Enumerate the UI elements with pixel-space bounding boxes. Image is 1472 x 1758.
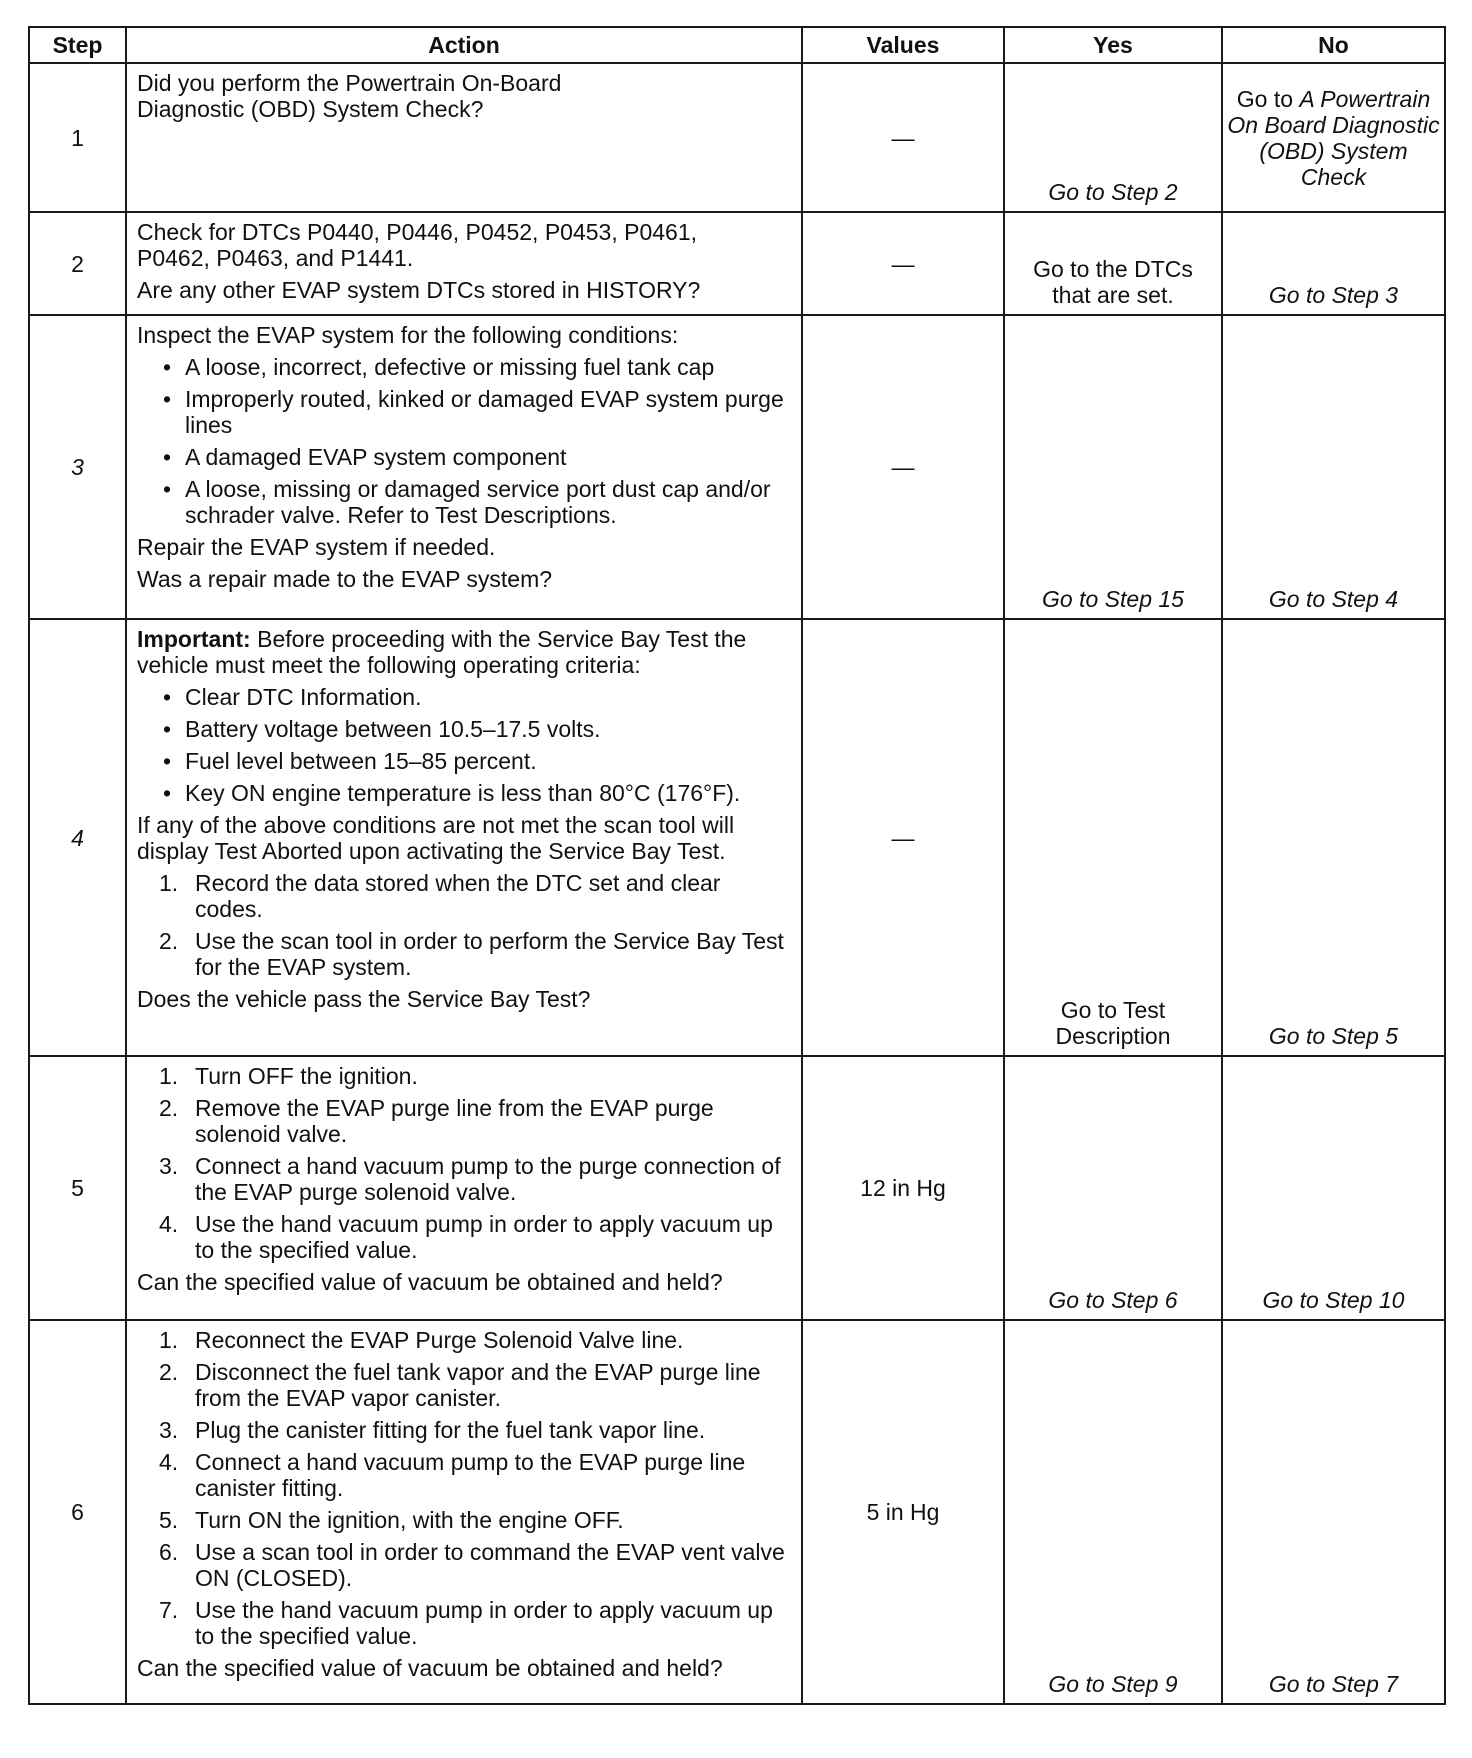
step-text: Remove the EVAP purge line from the EVAP purge solenoid valve.	[195, 1095, 714, 1147]
step-text: Use a scan tool in order to command the EVAP vent valve ON (CLOSED).	[195, 1539, 785, 1591]
no-cell: Go to Step 5	[1222, 619, 1445, 1056]
diagnostic-table	[28, 26, 1446, 1705]
step-text: Turn OFF the ignition.	[195, 1063, 418, 1089]
no-cell: Go to Step 10	[1222, 1056, 1445, 1320]
list-item	[137, 870, 793, 922]
step-index: 6.	[159, 1539, 179, 1565]
step-number: 3	[29, 315, 126, 619]
action-note: If any of the above conditions are not met the scan tool will display Test Aborted upon activating the Service Bay Test.	[137, 812, 735, 864]
action-cell	[126, 619, 802, 1056]
action-cell	[126, 63, 802, 212]
procedure-list	[137, 1327, 793, 1649]
value-cell: 12 in Hg	[802, 1056, 1004, 1320]
step-number: 2	[29, 212, 126, 315]
step-index: 5.	[159, 1507, 179, 1533]
action-question: Was a repair made to the EVAP system?	[137, 566, 553, 592]
action-text	[137, 626, 793, 678]
list-item	[137, 928, 793, 980]
important-text: Before proceeding with the Service Bay Test the vehicle must meet the following operating criteria:	[137, 626, 747, 678]
list-item: • Fuel level between 15–85 percent.	[137, 748, 793, 774]
step-index: 1.	[159, 1063, 179, 1089]
yes-cell: Go to Step 9	[1004, 1320, 1222, 1704]
header-yes: Yes	[1004, 27, 1222, 63]
step-index: 7.	[159, 1597, 179, 1623]
list-item	[137, 1597, 793, 1649]
step-index: 3.	[159, 1417, 179, 1443]
list-item: • A loose, incorrect, defective or missing fuel tank cap	[137, 354, 793, 380]
table-row	[29, 315, 1445, 619]
list-item: • Clear DTC Information.	[137, 684, 793, 710]
action-question: Are any other EVAP system DTCs stored in HISTORY?	[137, 277, 701, 303]
step-index: 1.	[159, 870, 179, 896]
yes-cell: Go to Step 15	[1004, 315, 1222, 619]
value-cell: —	[802, 63, 1004, 212]
no-text: Go to	[1236, 85, 1300, 112]
value-cell: —	[802, 619, 1004, 1056]
condition-list	[137, 354, 793, 528]
step-number: 1	[29, 63, 126, 212]
action-cell	[126, 1320, 802, 1704]
procedure-list	[137, 1063, 793, 1263]
action-question: Can the specified value of vacuum be obtained and held?	[137, 1655, 723, 1681]
action-question: Can the specified value of vacuum be obtained and held?	[137, 1269, 723, 1295]
header-action: Action	[126, 27, 802, 63]
no-cell: Go to Step 7	[1222, 1320, 1445, 1704]
step-text: Record the data stored when the DTC set and clear codes.	[195, 870, 721, 922]
table-row	[29, 63, 1445, 212]
step-number: 4	[29, 619, 126, 1056]
action-question: Does the vehicle pass the Service Bay Test?	[137, 986, 591, 1012]
step-text: Connect a hand vacuum pump to the EVAP purge line canister fitting.	[195, 1449, 746, 1501]
value-cell: 5 in Hg	[802, 1320, 1004, 1704]
step-index: 2.	[159, 1359, 179, 1385]
table-row	[29, 212, 1445, 315]
list-item	[137, 1359, 793, 1411]
list-item	[137, 1539, 793, 1591]
value-cell: —	[802, 212, 1004, 315]
list-item	[137, 1417, 793, 1443]
header-values: Values	[802, 27, 1004, 63]
no-cell	[1222, 63, 1445, 212]
list-item: • A loose, missing or damaged service port dust cap and/or schrader valve. Refer to Test Descriptions.	[137, 476, 793, 528]
yes-cell: Go to Step 2	[1004, 63, 1222, 212]
step-index: 4.	[159, 1211, 179, 1237]
step-number: 5	[29, 1056, 126, 1320]
no-link-text: A Powertrain On Board Diagnostic (OBD) System Check	[1227, 85, 1440, 190]
step-text: Use the hand vacuum pump in order to apply vacuum up to the specified value.	[195, 1597, 773, 1649]
criteria-list	[137, 684, 793, 806]
list-item	[137, 1063, 793, 1089]
procedure-list	[137, 870, 793, 980]
list-item: • Battery voltage between 10.5–17.5 volts.	[137, 716, 793, 742]
list-item	[137, 1095, 793, 1147]
action-cell	[126, 1056, 802, 1320]
action-text: Check for DTCs P0440, P0446, P0452, P0453, P0461, P0462, P0463, and P1441.	[137, 219, 698, 271]
step-text: Turn ON the ignition, with the engine OFF.	[195, 1507, 624, 1533]
list-item	[137, 1507, 793, 1533]
yes-cell: Go to the DTCs that are set.	[1004, 212, 1222, 315]
action-note: Repair the EVAP system if needed.	[137, 534, 496, 560]
step-text: Plug the canister fitting for the fuel tank vapor line.	[195, 1417, 706, 1443]
step-text: Disconnect the fuel tank vapor and the EVAP purge line from the EVAP vapor canister.	[195, 1359, 761, 1411]
step-index: 2.	[159, 1095, 179, 1121]
list-item	[137, 1327, 793, 1353]
table-row	[29, 1056, 1445, 1320]
step-text: Reconnect the EVAP Purge Solenoid Valve line.	[195, 1327, 684, 1353]
step-index: 3.	[159, 1153, 179, 1179]
step-index: 1.	[159, 1327, 179, 1353]
step-number: 6	[29, 1320, 126, 1704]
list-item: • A damaged EVAP system component	[137, 444, 793, 470]
important-label: Important:	[137, 626, 251, 652]
no-cell: Go to Step 3	[1222, 212, 1445, 315]
action-text: Did you perform the Powertrain On-Board Diagnostic (OBD) System Check?	[137, 70, 562, 122]
action-text: Inspect the EVAP system for the following conditions:	[137, 322, 679, 348]
table-row	[29, 1320, 1445, 1704]
list-item: • Key ON engine temperature is less than 80°C (176°F).	[137, 780, 793, 806]
list-item	[137, 1153, 793, 1205]
yes-cell: Go to Step 6	[1004, 1056, 1222, 1320]
step-index: 4.	[159, 1449, 179, 1475]
yes-cell: Go to Test Description	[1004, 619, 1222, 1056]
step-index: 2.	[159, 928, 179, 954]
action-cell	[126, 212, 802, 315]
header-row	[29, 27, 1445, 63]
no-cell: Go to Step 4	[1222, 315, 1445, 619]
header-no: No	[1222, 27, 1445, 63]
step-text: Connect a hand vacuum pump to the purge connection of the EVAP purge solenoid valve.	[195, 1153, 781, 1205]
list-item: • Improperly routed, kinked or damaged EVAP system purge lines	[137, 386, 793, 438]
step-text: Use the hand vacuum pump in order to apply vacuum up to the specified value.	[195, 1211, 773, 1263]
header-step: Step	[29, 27, 126, 63]
value-cell: —	[802, 315, 1004, 619]
list-item	[137, 1449, 793, 1501]
step-text: Use the scan tool in order to perform the Service Bay Test for the EVAP system.	[195, 928, 784, 980]
list-item	[137, 1211, 793, 1263]
action-cell	[126, 315, 802, 619]
table-row	[29, 619, 1445, 1056]
